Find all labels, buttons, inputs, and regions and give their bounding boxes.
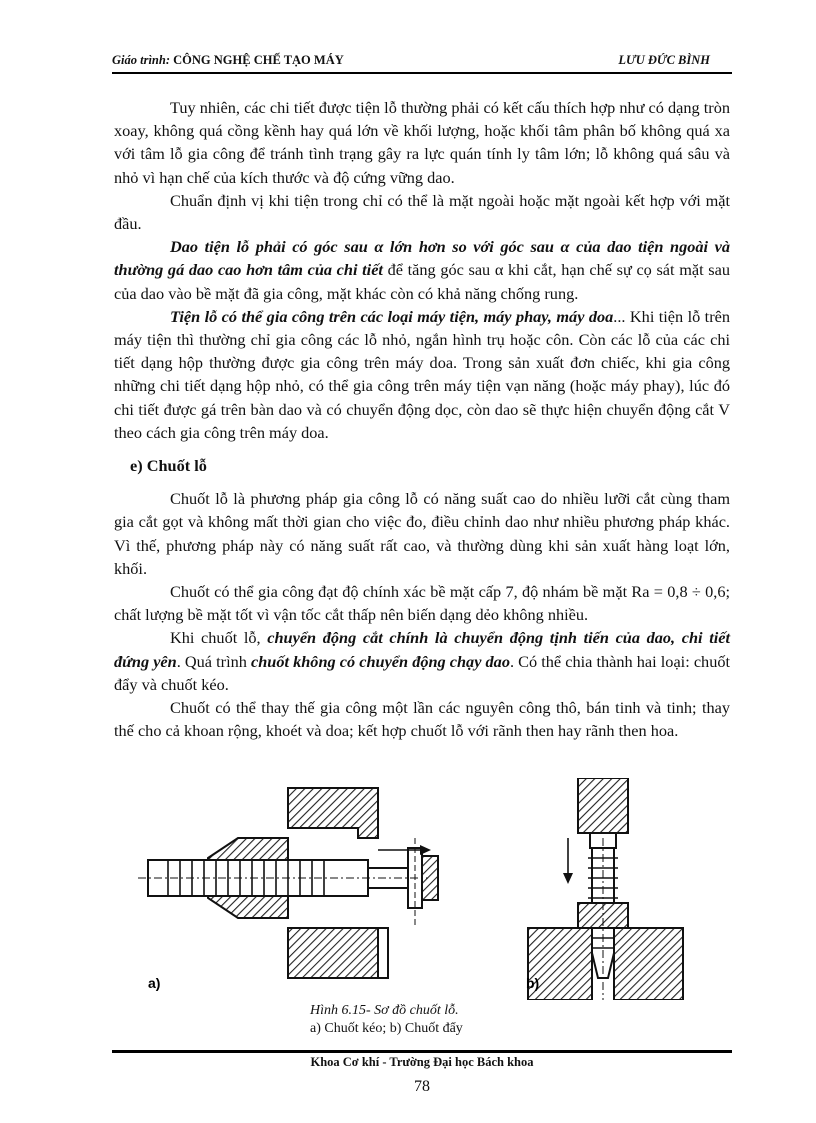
paragraph: Khi chuốt lỗ, chuyển động cắt chính là chuyển động tịnh tiến của dao, chi tiết đứng yên. Quá trình chuốt không có chuyển động chạy dao. Có thể chia thành hai loại: chuốt đẩy và chuốt kéo. (114, 628, 730, 694)
header-course: Giáo trình: CÔNG NGHỆ CHẾ TẠO MÁY (112, 53, 344, 67)
paragraph: Chuốt có thể thay thế gia công một lần các nguyên công thô, bán tinh và tinh; thay thế cho cả khoan rộng, khoét và doa; kết hợp chuốt lỗ với rãnh then hay rãnh then hoa. (114, 698, 730, 741)
paragraph: Chuốt lỗ là phương pháp gia công lỗ có năng suất cao do nhiều lưỡi cắt cùng tham gia cắt gọt và không mất thời gian cho việc đo, điều chỉnh dao như nhiều phương pháp khác. Vì thế, phương pháp này có năng suất rất cao, và thường dùng khi sản xuất hàng loạt lớn, khối. (114, 489, 730, 578)
diagram-pull-broach (138, 788, 438, 991)
section-heading: e) Chuốt lỗ (130, 456, 207, 476)
footer-institution: Khoa Cơ khí - Trường Đại học Bách khoa (310, 1055, 534, 1069)
caption-title: Hình 6.15- Sơ đồ chuốt lỗ. (310, 1003, 459, 1018)
broaching-figure (128, 778, 688, 1000)
figure-caption (310, 1002, 510, 1038)
page-number: 78 (414, 1078, 430, 1095)
caption-sub: a) Chuốt kéo; b) Chuốt đẩy (310, 1021, 463, 1036)
label-a: a) (148, 975, 161, 991)
header-author: LƯU ĐỨC BÌNH (618, 53, 710, 67)
footer-rule (112, 1050, 732, 1053)
diagram-push-broach (526, 778, 683, 1000)
main-text (114, 96, 730, 742)
paragraph: Tuy nhiên, các chi tiết được tiện lỗ thường phải có kết cấu thích hợp như có dạng tròn xoay, không quá cồng kềnh hay quá lớn về khối lượng, hoặc khối tâm phân bố không quá xa với tâm lỗ gia công để tránh tình trạng gây ra lực quán tính ly tâm lớn; lỗ không quá sâu và nhỏ vì hạn chế của kích thước và độ cứng vững dao. (114, 98, 730, 187)
paragraph: Chuẩn định vị khi tiện trong chỉ có thể là mặt ngoài hoặc mặt ngoài kết hợp với mặt đầu. (114, 190, 730, 234)
paragraph: Dao tiện lỗ phải có góc sau α lớn hơn so với góc sau α của dao tiện ngoài và thường gá dao cao hơn tâm của chi tiết để tăng góc sau α khi cắt, hạn chế sự cọ sát mặt sau của dao vào bề mặt đã gia công, mặt khác còn có khả năng chống rung. (114, 237, 730, 303)
paragraph: Chuốt có thể gia công đạt độ chính xác bề mặt cấp 7, độ nhám bề mặt Ra = 0,8 ÷ 0,6; chất lượng bề mặt tốt vì vận tốc cắt thấp nên biến dạng dẻo không nhiều. (114, 582, 730, 625)
page-header (112, 53, 710, 71)
label-b: b) (526, 975, 540, 991)
header-rule (112, 72, 732, 74)
paragraph: Tiện lỗ có thể gia công trên các loại máy tiện, máy phay, máy doa... Khi tiện lỗ trên máy tiện thì thường chỉ gia công các lỗ nhỏ, ngắn hình trụ hoặc côn. Còn các lỗ của các chi tiết dạng hộp thường được gia công trên máy doa. Trong sản xuất đơn chiếc, khi gia công những chi tiết dạng hộp nhỏ, có thể gia công trên máy tiện vạn năng (hoặc máy phay), lúc đó chi tiết được gá trên bàn dao và có chuyển động dọc, còn dao sẽ thực hiện chuyển động cắt V theo cách gia công trên máy doa. (114, 306, 730, 442)
